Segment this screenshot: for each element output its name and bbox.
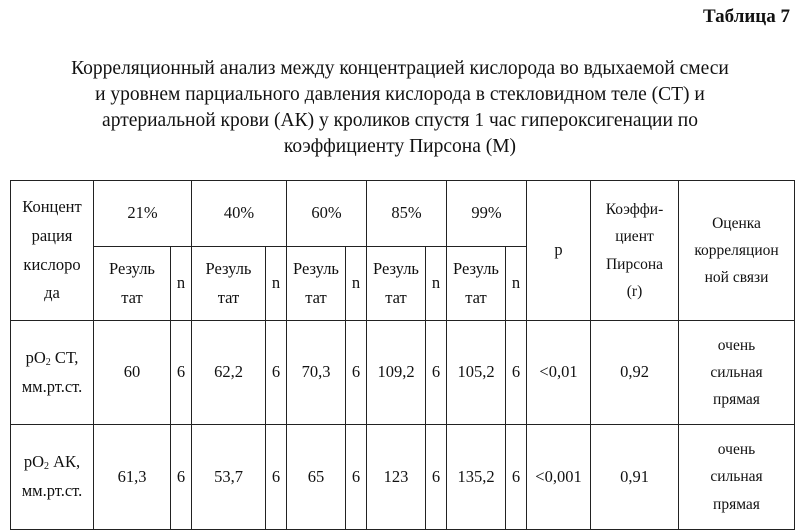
- cell-result: 61,3: [94, 425, 171, 530]
- cell-result: 135,2: [447, 425, 506, 530]
- row-unit: мм.рт.ст.: [21, 481, 83, 500]
- label-subscript: 2: [44, 461, 49, 473]
- header-n: n: [266, 247, 287, 321]
- cell-n: 6: [171, 425, 192, 530]
- assessment-text: сильная: [710, 468, 763, 486]
- header-text: Резуль: [373, 258, 419, 278]
- table-caption: [0, 56, 800, 160]
- header-n: n: [346, 247, 367, 321]
- header-text: кислоро: [23, 254, 81, 274]
- assessment-text: прямая: [713, 391, 760, 409]
- cell-n: 6: [506, 425, 527, 530]
- caption-line: коэффициенту Пирсона (М): [283, 136, 517, 157]
- assessment-text: сильная: [710, 363, 763, 381]
- header-n: n: [426, 247, 447, 321]
- label-part: СТ,: [50, 347, 79, 367]
- header-p: p: [527, 181, 591, 321]
- cell-n: 6: [426, 425, 447, 530]
- header-row-levels: [11, 181, 795, 247]
- assessment-text: прямая: [713, 495, 760, 513]
- cell-result: 53,7: [192, 425, 266, 530]
- row-label-po2-st: [11, 321, 94, 425]
- header-text: (r): [626, 282, 643, 300]
- header-level-99: 99%: [447, 181, 527, 247]
- cell-result: 123: [367, 425, 426, 530]
- assessment-text: очень: [717, 441, 756, 459]
- header-result: [447, 247, 506, 321]
- header-result: [367, 247, 426, 321]
- cell-p: <0,01: [527, 321, 591, 425]
- cell-result: 65: [287, 425, 346, 530]
- cell-assessment: [679, 321, 795, 425]
- cell-assessment: [679, 425, 795, 530]
- header-text: тат: [217, 287, 240, 307]
- header-text: тат: [305, 287, 327, 307]
- cell-n: 6: [346, 425, 367, 530]
- header-pearson: [591, 181, 679, 321]
- caption-line: и уровнем парциального давления кислорода в стекловидном теле (СТ) и: [95, 84, 705, 105]
- header-text: Резуль: [109, 258, 155, 278]
- cell-result: 60: [94, 321, 171, 425]
- cell-result: 70,3: [287, 321, 346, 425]
- label-subscript: 2: [45, 356, 51, 368]
- header-text: Резуль: [453, 258, 499, 278]
- table-row: [11, 321, 795, 425]
- header-text: Резуль: [205, 258, 252, 278]
- header-text: рация: [31, 225, 73, 245]
- header-n: n: [171, 247, 192, 321]
- cell-pearson: 0,92: [591, 321, 679, 425]
- header-concentration: [11, 181, 94, 321]
- cell-n: 6: [426, 321, 447, 425]
- correlation-table: [10, 180, 795, 530]
- label-part: АК,: [49, 452, 81, 472]
- row-label-text: [11, 344, 93, 373]
- cell-result: 109,2: [367, 321, 426, 425]
- header-level-85: 85%: [367, 181, 447, 247]
- header-text: корреляцион: [694, 241, 779, 259]
- header-text: Коэффи-: [605, 201, 664, 219]
- header-text: да: [44, 283, 60, 303]
- table-number-label: Таблица 7: [702, 6, 790, 27]
- header-result: [94, 247, 171, 321]
- cell-result: 62,2: [192, 321, 266, 425]
- header-result: [192, 247, 266, 321]
- cell-n: 6: [346, 321, 367, 425]
- header-level-60: 60%: [287, 181, 367, 247]
- cell-n: 6: [506, 321, 527, 425]
- header-text: ной связи: [704, 269, 769, 287]
- cell-n: 6: [266, 321, 287, 425]
- header-n: n: [506, 247, 527, 321]
- header-level-21: 21%: [94, 181, 192, 247]
- header-text: циент: [615, 228, 654, 246]
- header-assessment: [679, 181, 795, 321]
- caption-line: артериальной крови (АК) у кроликов спустя 1 час гипероксигенации по: [102, 110, 698, 131]
- header-result: [287, 247, 346, 321]
- header-text: тат: [465, 287, 487, 307]
- cell-n: 6: [171, 321, 192, 425]
- header-text: Резуль: [293, 258, 339, 278]
- cell-n: 6: [266, 425, 287, 530]
- assessment-text: очень: [717, 336, 756, 354]
- row-unit: мм.рт.ст.: [21, 376, 83, 396]
- label-part: pO: [25, 347, 46, 367]
- cell-pearson: 0,91: [591, 425, 679, 530]
- header-text: Пирсона: [605, 255, 664, 273]
- header-text: Концент: [22, 196, 82, 216]
- header-text: тат: [121, 287, 143, 307]
- cell-result: 105,2: [447, 321, 506, 425]
- row-label-po2-ak: [11, 425, 94, 530]
- header-text: Оценка: [712, 214, 761, 232]
- table-row: [11, 425, 795, 530]
- label-part: pO: [23, 452, 44, 472]
- header-text: тат: [385, 287, 407, 307]
- caption-line: Корреляционный анализ между концентрацией кислорода во вдыхаемой смеси: [71, 58, 729, 79]
- row-label-text: [11, 448, 93, 477]
- cell-p: <0,001: [527, 425, 591, 530]
- header-level-40: 40%: [192, 181, 287, 247]
